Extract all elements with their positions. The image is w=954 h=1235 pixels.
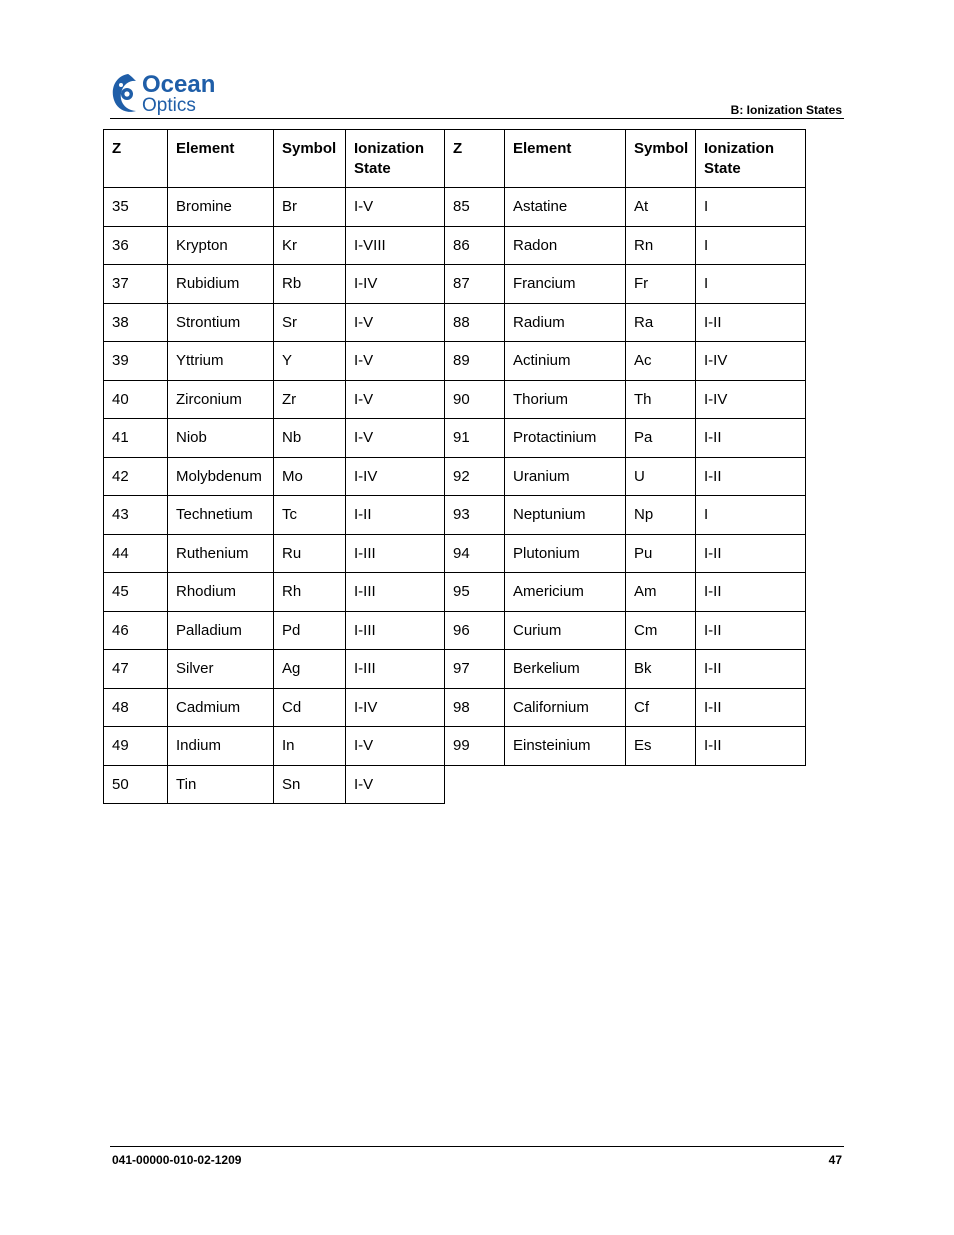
svg-text:Ocean: Ocean <box>142 71 216 98</box>
cell-element: Uranium <box>505 457 626 496</box>
cell-element: Berkelium <box>505 650 626 689</box>
footer-rule <box>110 1146 844 1147</box>
cell-ionization-state: I <box>696 265 806 304</box>
cell-z: 92 <box>445 457 505 496</box>
cell-symbol: Sn <box>274 765 346 804</box>
cell-ionization-state: I-II <box>696 688 806 727</box>
header-z: Z <box>445 130 505 188</box>
cell-z: 88 <box>445 303 505 342</box>
cell-z: 35 <box>104 188 168 227</box>
cell-ionization-state: I-II <box>346 496 445 535</box>
cell-z: 50 <box>104 765 168 804</box>
cell-z: 93 <box>445 496 505 535</box>
table-row <box>104 303 806 342</box>
cell-element: Radon <box>505 226 626 265</box>
ocean-optics-logo <box>110 70 230 116</box>
cell-element: Radium <box>505 303 626 342</box>
cell-ionization-state: I-II <box>696 303 806 342</box>
cell-z: 95 <box>445 573 505 612</box>
cell-ionization-state: I <box>696 188 806 227</box>
cell-element: Niob <box>168 419 274 458</box>
cell-symbol: In <box>274 727 346 766</box>
cell-ionization-state: I-II <box>696 534 806 573</box>
table-row <box>104 380 806 419</box>
header-ionization-state: Ionization State <box>696 130 806 188</box>
cell-element: Rhodium <box>168 573 274 612</box>
cell-symbol: Rn <box>626 226 696 265</box>
cell-element: Francium <box>505 265 626 304</box>
cell-z: 41 <box>104 419 168 458</box>
cell-element: Zirconium <box>168 380 274 419</box>
cell-z: 48 <box>104 688 168 727</box>
cell-symbol: Pa <box>626 419 696 458</box>
cell-z: 37 <box>104 265 168 304</box>
cell-z: 36 <box>104 226 168 265</box>
cell-symbol: Kr <box>274 226 346 265</box>
cell-z: 38 <box>104 303 168 342</box>
cell-symbol: Es <box>626 727 696 766</box>
cell-element: Neptunium <box>505 496 626 535</box>
cell-element: Einsteinium <box>505 727 626 766</box>
cell-z: 87 <box>445 265 505 304</box>
cell-symbol: Mo <box>274 457 346 496</box>
cell-ionization-state: I-II <box>696 457 806 496</box>
cell-z: 40 <box>104 380 168 419</box>
table-row <box>104 188 806 227</box>
cell-z: 47 <box>104 650 168 689</box>
table-row <box>104 496 806 535</box>
cell-element: Curium <box>505 611 626 650</box>
cell-element: Americium <box>505 573 626 612</box>
table-row <box>104 457 806 496</box>
cell-ionization-state: I-IV <box>346 265 445 304</box>
cell-ionization-state: I-IV <box>346 457 445 496</box>
svg-text:Optics: Optics <box>142 95 196 116</box>
cell-z: 98 <box>445 688 505 727</box>
cell-element: Protactinium <box>505 419 626 458</box>
cell-z: 91 <box>445 419 505 458</box>
cell-ionization-state: I-V <box>346 765 445 804</box>
cell-z: 42 <box>104 457 168 496</box>
table-header-row <box>104 130 806 188</box>
table-row <box>104 265 806 304</box>
cell-ionization-state: I-V <box>346 303 445 342</box>
cell-symbol: Zr <box>274 380 346 419</box>
cell-element: Plutonium <box>505 534 626 573</box>
cell-symbol: Cd <box>274 688 346 727</box>
cell-symbol: Nb <box>274 419 346 458</box>
cell-element: Ruthenium <box>168 534 274 573</box>
cell-ionization-state: I-V <box>346 380 445 419</box>
cell-element: Astatine <box>505 188 626 227</box>
page-number: 47 <box>828 1153 842 1167</box>
cell-symbol: Am <box>626 573 696 612</box>
cell-symbol: Th <box>626 380 696 419</box>
cell-ionization-state: I-V <box>346 419 445 458</box>
cell-ionization-state: I-IV <box>696 380 806 419</box>
cell-symbol: Pd <box>274 611 346 650</box>
cell-z: 89 <box>445 342 505 381</box>
cell-element: Palladium <box>168 611 274 650</box>
cell-symbol: Cf <box>626 688 696 727</box>
cell-ionization-state: I-IV <box>346 688 445 727</box>
table-row <box>104 611 806 650</box>
table-row <box>104 765 806 804</box>
cell-symbol: Bk <box>626 650 696 689</box>
cell-z <box>445 765 505 804</box>
cell-element: Yttrium <box>168 342 274 381</box>
cell-element: Rubidium <box>168 265 274 304</box>
header-ionization-state: Ionization State <box>346 130 445 188</box>
cell-symbol: Ac <box>626 342 696 381</box>
table-row <box>104 534 806 573</box>
cell-element: Cadmium <box>168 688 274 727</box>
cell-element: Thorium <box>505 380 626 419</box>
cell-z: 49 <box>104 727 168 766</box>
cell-ionization-state: I-III <box>346 573 445 612</box>
cell-ionization-state <box>696 765 806 804</box>
cell-ionization-state: I-III <box>346 534 445 573</box>
cell-z: 39 <box>104 342 168 381</box>
cell-z: 94 <box>445 534 505 573</box>
cell-element: Tin <box>168 765 274 804</box>
header-symbol: Symbol <box>274 130 346 188</box>
cell-z: 46 <box>104 611 168 650</box>
table-row <box>104 419 806 458</box>
header-element: Element <box>168 130 274 188</box>
cell-element: Strontium <box>168 303 274 342</box>
cell-symbol: Rh <box>274 573 346 612</box>
cell-ionization-state: I-V <box>346 188 445 227</box>
cell-z: 85 <box>445 188 505 227</box>
cell-z: 96 <box>445 611 505 650</box>
document-number: 041-00000-010-02-1209 <box>112 1153 242 1167</box>
cell-symbol: Tc <box>274 496 346 535</box>
cell-symbol: Np <box>626 496 696 535</box>
cell-ionization-state: I-II <box>696 419 806 458</box>
table-row <box>104 688 806 727</box>
cell-symbol: Rb <box>274 265 346 304</box>
cell-z: 90 <box>445 380 505 419</box>
cell-symbol: Sr <box>274 303 346 342</box>
cell-ionization-state: I-VIII <box>346 226 445 265</box>
cell-element: Actinium <box>505 342 626 381</box>
cell-element: Molybdenum <box>168 457 274 496</box>
cell-ionization-state: I-II <box>696 611 806 650</box>
table-row <box>104 226 806 265</box>
cell-element: Silver <box>168 650 274 689</box>
header-symbol: Symbol <box>626 130 696 188</box>
cell-ionization-state: I <box>696 226 806 265</box>
cell-ionization-state: I-III <box>346 611 445 650</box>
cell-symbol: Cm <box>626 611 696 650</box>
cell-z: 86 <box>445 226 505 265</box>
cell-z: 43 <box>104 496 168 535</box>
cell-z: 99 <box>445 727 505 766</box>
table-row <box>104 573 806 612</box>
cell-element <box>505 765 626 804</box>
cell-ionization-state: I-IV <box>696 342 806 381</box>
cell-symbol: Ag <box>274 650 346 689</box>
cell-element: Krypton <box>168 226 274 265</box>
logo-wave-icon <box>110 70 230 116</box>
cell-symbol: Pu <box>626 534 696 573</box>
header-z: Z <box>104 130 168 188</box>
cell-element: Indium <box>168 727 274 766</box>
header-element: Element <box>505 130 626 188</box>
cell-ionization-state: I-III <box>346 650 445 689</box>
cell-ionization-state: I-V <box>346 727 445 766</box>
cell-z: 45 <box>104 573 168 612</box>
ionization-table <box>103 129 806 804</box>
cell-symbol: Fr <box>626 265 696 304</box>
cell-ionization-state: I-II <box>696 727 806 766</box>
cell-z: 97 <box>445 650 505 689</box>
cell-ionization-state: I <box>696 496 806 535</box>
cell-ionization-state: I-II <box>696 573 806 612</box>
cell-symbol: Y <box>274 342 346 381</box>
table-row <box>104 650 806 689</box>
cell-symbol: U <box>626 457 696 496</box>
cell-symbol <box>626 765 696 804</box>
cell-z: 44 <box>104 534 168 573</box>
cell-element: Technetium <box>168 496 274 535</box>
table-row <box>104 342 806 381</box>
cell-symbol: Ra <box>626 303 696 342</box>
cell-ionization-state: I-II <box>696 650 806 689</box>
table-row <box>104 727 806 766</box>
section-title: B: Ionization States <box>730 103 842 117</box>
header-rule <box>110 118 844 119</box>
cell-symbol: At <box>626 188 696 227</box>
cell-symbol: Ru <box>274 534 346 573</box>
cell-ionization-state: I-V <box>346 342 445 381</box>
cell-element: Bromine <box>168 188 274 227</box>
table-body <box>104 188 806 804</box>
cell-element: Californium <box>505 688 626 727</box>
cell-symbol: Br <box>274 188 346 227</box>
